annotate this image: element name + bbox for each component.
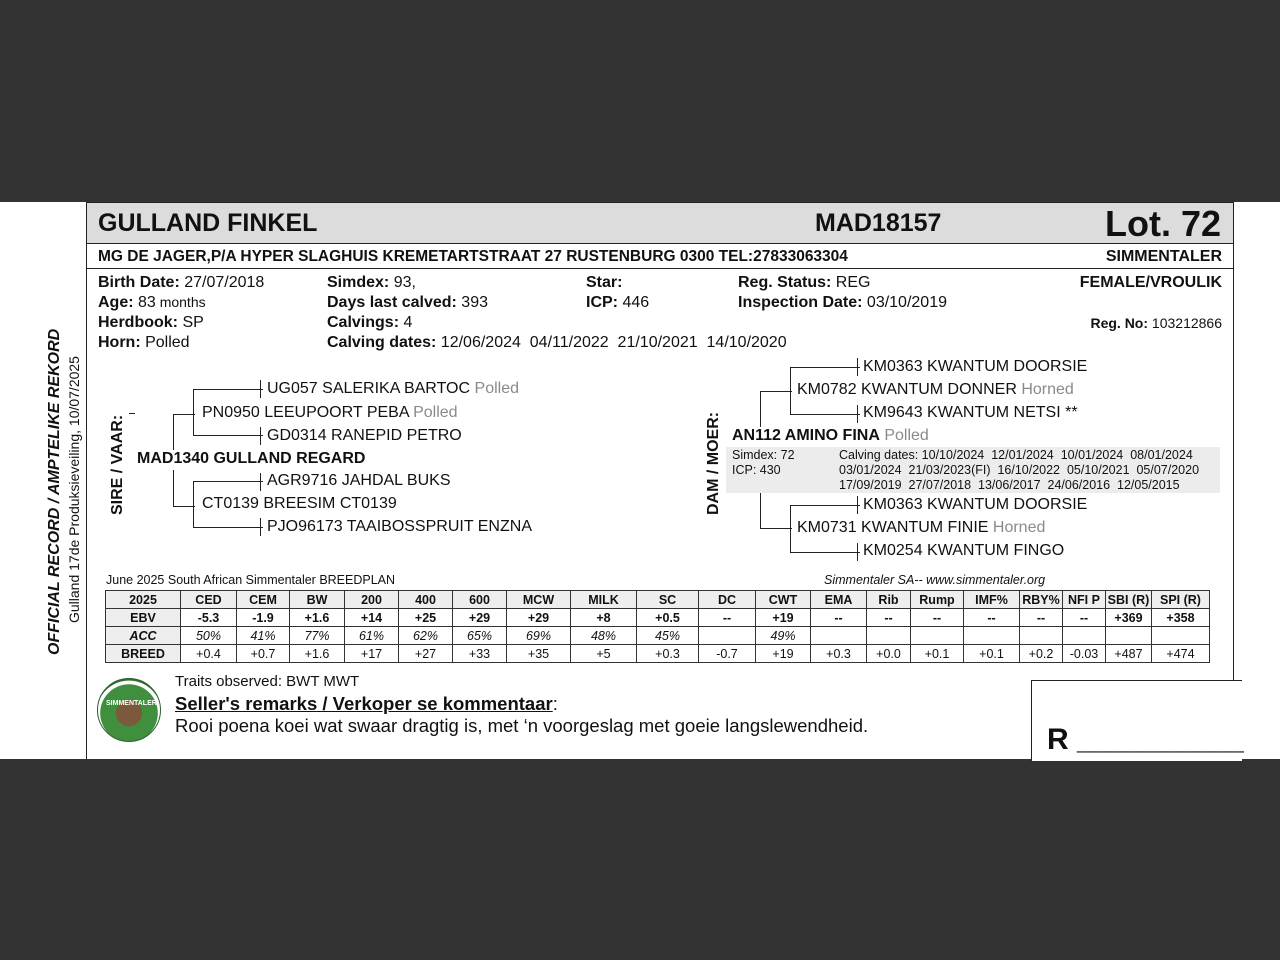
- sire-dam-dam: PJO96173 TAAIBOSSPRUIT ENZNA: [267, 518, 532, 535]
- value-cell: +369: [1106, 609, 1152, 627]
- owner-info: MG DE JAGER,P/A HYPER SLAGHUIS KREMETARTSTRAAT 27 RUSTENBURG 0300 TEL:27833063304: [98, 248, 848, 265]
- value-cell: +1.6: [290, 609, 345, 627]
- value-cell: 65%: [453, 627, 507, 645]
- inspection-date: Inspection Date: 03/10/2019: [738, 294, 947, 311]
- value-cell: 600: [453, 591, 507, 609]
- lot-number: Lot. 72: [1104, 203, 1221, 244]
- value-cell: +27: [399, 645, 453, 663]
- dam-icp: ICP: 430: [732, 463, 781, 477]
- value-cell: +29: [453, 609, 507, 627]
- value-cell: CWT: [756, 591, 811, 609]
- value-cell: CED: [181, 591, 237, 609]
- pedigree-line: [193, 389, 194, 435]
- value-cell: +0.0: [867, 645, 911, 663]
- value-cell: +8: [571, 609, 637, 627]
- pedigree-line: [790, 505, 860, 506]
- calvings: Calvings: 4: [327, 314, 413, 331]
- value-cell: 200: [345, 591, 399, 609]
- pedigree-line: [193, 389, 263, 390]
- pedigree-line: [760, 391, 761, 427]
- value-cell: RBY%: [1020, 591, 1063, 609]
- sire-dam-sire: AGR9716 JAHDAL BUKS: [267, 472, 451, 489]
- simdex: Simdex: 93,: [327, 274, 416, 291]
- pedigree-line: [790, 552, 860, 553]
- age: Age: 83 months: [98, 294, 206, 311]
- pedigree-line: [260, 380, 261, 398]
- pedigree-line: [260, 473, 261, 491]
- pedigree-line: [260, 427, 261, 445]
- value-cell: MCW: [507, 591, 571, 609]
- value-cell: SBI (R): [1106, 591, 1152, 609]
- value-cell: MILK: [571, 591, 637, 609]
- pedigree-line: [857, 543, 858, 561]
- value-cell: 45%: [637, 627, 699, 645]
- row-label-cell: BREED: [106, 645, 181, 663]
- pedigree-line: [790, 367, 860, 368]
- dam-dam-dam: KM0254 KWANTUM FINGO: [863, 542, 1065, 559]
- value-cell: 400: [399, 591, 453, 609]
- value-cell: 77%: [290, 627, 345, 645]
- dam-sire-dam: KM9643 KWANTUM NETSI **: [863, 404, 1078, 421]
- value-cell: SPI (R): [1152, 591, 1210, 609]
- sire-dam: CT0139 BREESIM CT0139: [202, 495, 397, 512]
- dam-calving-dates-3: 17/09/2019 27/07/2018 13/06/2017 24/06/2016 12/05/2015: [839, 478, 1180, 492]
- value-cell: [964, 627, 1020, 645]
- dam-dam-sire: KM0363 KWANTUM DOORSIE: [863, 496, 1088, 513]
- pedigree-line: [193, 481, 263, 482]
- value-cell: [867, 627, 911, 645]
- sire-label: SIRE / VAAR:: [109, 414, 126, 515]
- days-last-calved: Days last calved: 393: [327, 294, 488, 311]
- value-cell: +14: [345, 609, 399, 627]
- sire-sire-dam: GD0314 RANEPID PETRO: [267, 427, 462, 444]
- breedplan-table: [105, 590, 1210, 663]
- seller-remarks: Rooi poena koei wat swaar dragtig is, met ‘n voorgeslag met goeie langslewendheid.: [175, 715, 869, 736]
- value-cell: EMA: [811, 591, 867, 609]
- dam-sire-sire: KM0363 KWANTUM DOORSIE: [863, 358, 1088, 375]
- breedplan-caption: June 2025 South African Simmentaler BREEDPLAN: [106, 573, 396, 587]
- value-cell: +0.2: [1020, 645, 1063, 663]
- traits-observed: Traits observed: BWT MWT: [175, 673, 360, 690]
- dam-calving-dates-1: Calving dates: 10/10/2024 12/01/2024 10/01/2024 08/01/2024: [839, 448, 1193, 462]
- value-cell: Rump: [911, 591, 964, 609]
- pedigree-line: [260, 518, 261, 536]
- pedigree-line: [857, 496, 858, 514]
- value-cell: +487: [1106, 645, 1152, 663]
- pedigree-line: [760, 528, 792, 529]
- value-cell: [811, 627, 867, 645]
- dam-simdex: Simdex: 72: [732, 448, 795, 462]
- value-cell: +0.7: [237, 645, 290, 663]
- value-cell: --: [1020, 609, 1063, 627]
- official-record-label: OFFICIAL RECORD / AMPTELIKE REKORD: [46, 328, 63, 655]
- remarks-title: Seller's remarks / Verkoper se kommentaar:: [175, 693, 558, 714]
- value-cell: -1.9: [237, 609, 290, 627]
- value-cell: [1106, 627, 1152, 645]
- value-cell: +29: [507, 609, 571, 627]
- value-cell: +0.3: [637, 645, 699, 663]
- value-cell: --: [811, 609, 867, 627]
- dam: AN112 AMINO FINA Polled: [732, 427, 929, 444]
- pedigree-line: [790, 505, 791, 552]
- value-cell: 61%: [345, 627, 399, 645]
- lot-card: [0, 202, 1280, 759]
- row-label-cell: EBV: [106, 609, 181, 627]
- value-cell: +474: [1152, 645, 1210, 663]
- value-cell: -5.3: [181, 609, 237, 627]
- value-cell: NFI P: [1063, 591, 1106, 609]
- pedigree-line: [857, 405, 858, 423]
- value-cell: +25: [399, 609, 453, 627]
- breed-name: SIMMENTALER: [1105, 248, 1222, 265]
- pedigree-line: [790, 414, 860, 415]
- table-row: [106, 627, 1210, 645]
- birth-date: Birth Date: 27/07/2018: [98, 274, 265, 291]
- value-cell: [1063, 627, 1106, 645]
- value-cell: 49%: [756, 627, 811, 645]
- value-cell: +33: [453, 645, 507, 663]
- value-cell: CEM: [237, 591, 290, 609]
- sire: MAD1340 GULLAND REGARD: [137, 450, 366, 467]
- pedigree-line: [173, 470, 174, 506]
- pedigree-line: [760, 391, 792, 392]
- value-cell: +1.6: [290, 645, 345, 663]
- row-label-cell: ACC: [106, 627, 181, 645]
- table-row: [106, 645, 1210, 663]
- breedplan-site: Simmentaler SA-- www.simmentaler.org: [824, 573, 1046, 587]
- pedigree-line: [857, 358, 858, 376]
- value-cell: +5: [571, 645, 637, 663]
- icp: ICP: 446: [586, 294, 650, 311]
- value-cell: +0.1: [911, 645, 964, 663]
- value-cell: 48%: [571, 627, 637, 645]
- pedigree-line: [193, 435, 263, 436]
- value-cell: --: [867, 609, 911, 627]
- pedigree-line: [173, 414, 195, 415]
- sex: FEMALE/VROULIK: [1079, 274, 1222, 291]
- pedigree-line: [173, 506, 195, 507]
- pedigree-line: [193, 481, 194, 527]
- value-cell: 62%: [399, 627, 453, 645]
- pedigree-line: [129, 413, 135, 414]
- sale-label: Gulland 17de Produksieveiling, 10/07/2025: [66, 356, 82, 623]
- value-cell: --: [1063, 609, 1106, 627]
- value-cell: +0.3: [811, 645, 867, 663]
- value-cell: BW: [290, 591, 345, 609]
- value-cell: +19: [756, 609, 811, 627]
- row-label-cell: 2025: [106, 591, 181, 609]
- pedigree-line: [173, 414, 174, 450]
- value-cell: 69%: [507, 627, 571, 645]
- value-cell: +0.4: [181, 645, 237, 663]
- table-header-row: [106, 591, 1210, 609]
- value-cell: +0.5: [637, 609, 699, 627]
- value-cell: +19: [756, 645, 811, 663]
- horn: Horn: Polled: [98, 334, 190, 351]
- sire-sire-sire: UG057 SALERIKA BARTOC Polled: [267, 380, 519, 397]
- value-cell: 41%: [237, 627, 290, 645]
- value-cell: DC: [699, 591, 756, 609]
- calving-dates: Calving dates: 12/06/2024 04/11/2022 21/10/2021 14/10/2020: [327, 334, 787, 351]
- value-cell: -0.03: [1063, 645, 1106, 663]
- value-cell: +17: [345, 645, 399, 663]
- pedigree-line: [760, 493, 761, 528]
- value-cell: [1020, 627, 1063, 645]
- herdbook: Herdbook: SP: [98, 314, 204, 331]
- value-cell: --: [911, 609, 964, 627]
- simmentaler-logo: [97, 678, 161, 742]
- value-cell: [911, 627, 964, 645]
- reg-no: Reg. No: 103212866: [1090, 315, 1222, 331]
- logo-text: SIMMENTALER: [106, 700, 157, 707]
- value-cell: --: [964, 609, 1020, 627]
- reg-status: Reg. Status: REG: [738, 274, 871, 291]
- table-row: [106, 609, 1210, 627]
- value-cell: [699, 627, 756, 645]
- dam-sire: KM0782 KWANTUM DONNER Horned: [797, 381, 1074, 398]
- dam-label: DAM / MOER:: [705, 411, 722, 515]
- star: Star:: [586, 274, 623, 291]
- dam-calving-dates-2: 03/01/2024 21/03/2023(FI) 16/10/2022 05/10/2021 05/07/2020: [839, 463, 1200, 477]
- pedigree-line: [193, 527, 263, 528]
- animal-name: GULLAND FINKEL: [98, 209, 318, 237]
- value-cell: SC: [637, 591, 699, 609]
- value-cell: -0.7: [699, 645, 756, 663]
- value-cell: 50%: [181, 627, 237, 645]
- value-cell: [1152, 627, 1210, 645]
- value-cell: +358: [1152, 609, 1210, 627]
- value-cell: +0.1: [964, 645, 1020, 663]
- dam-dam: KM0731 KWANTUM FINIE Horned: [797, 519, 1046, 536]
- value-cell: --: [699, 609, 756, 627]
- sire-sire: PN0950 LEEUPOORT PEBA Polled: [202, 404, 458, 421]
- value-cell: IMF%: [964, 591, 1020, 609]
- animal-id: MAD18157: [815, 209, 942, 237]
- value-cell: +35: [507, 645, 571, 663]
- price-field[interactable]: R __________: [1047, 723, 1244, 756]
- value-cell: Rib: [867, 591, 911, 609]
